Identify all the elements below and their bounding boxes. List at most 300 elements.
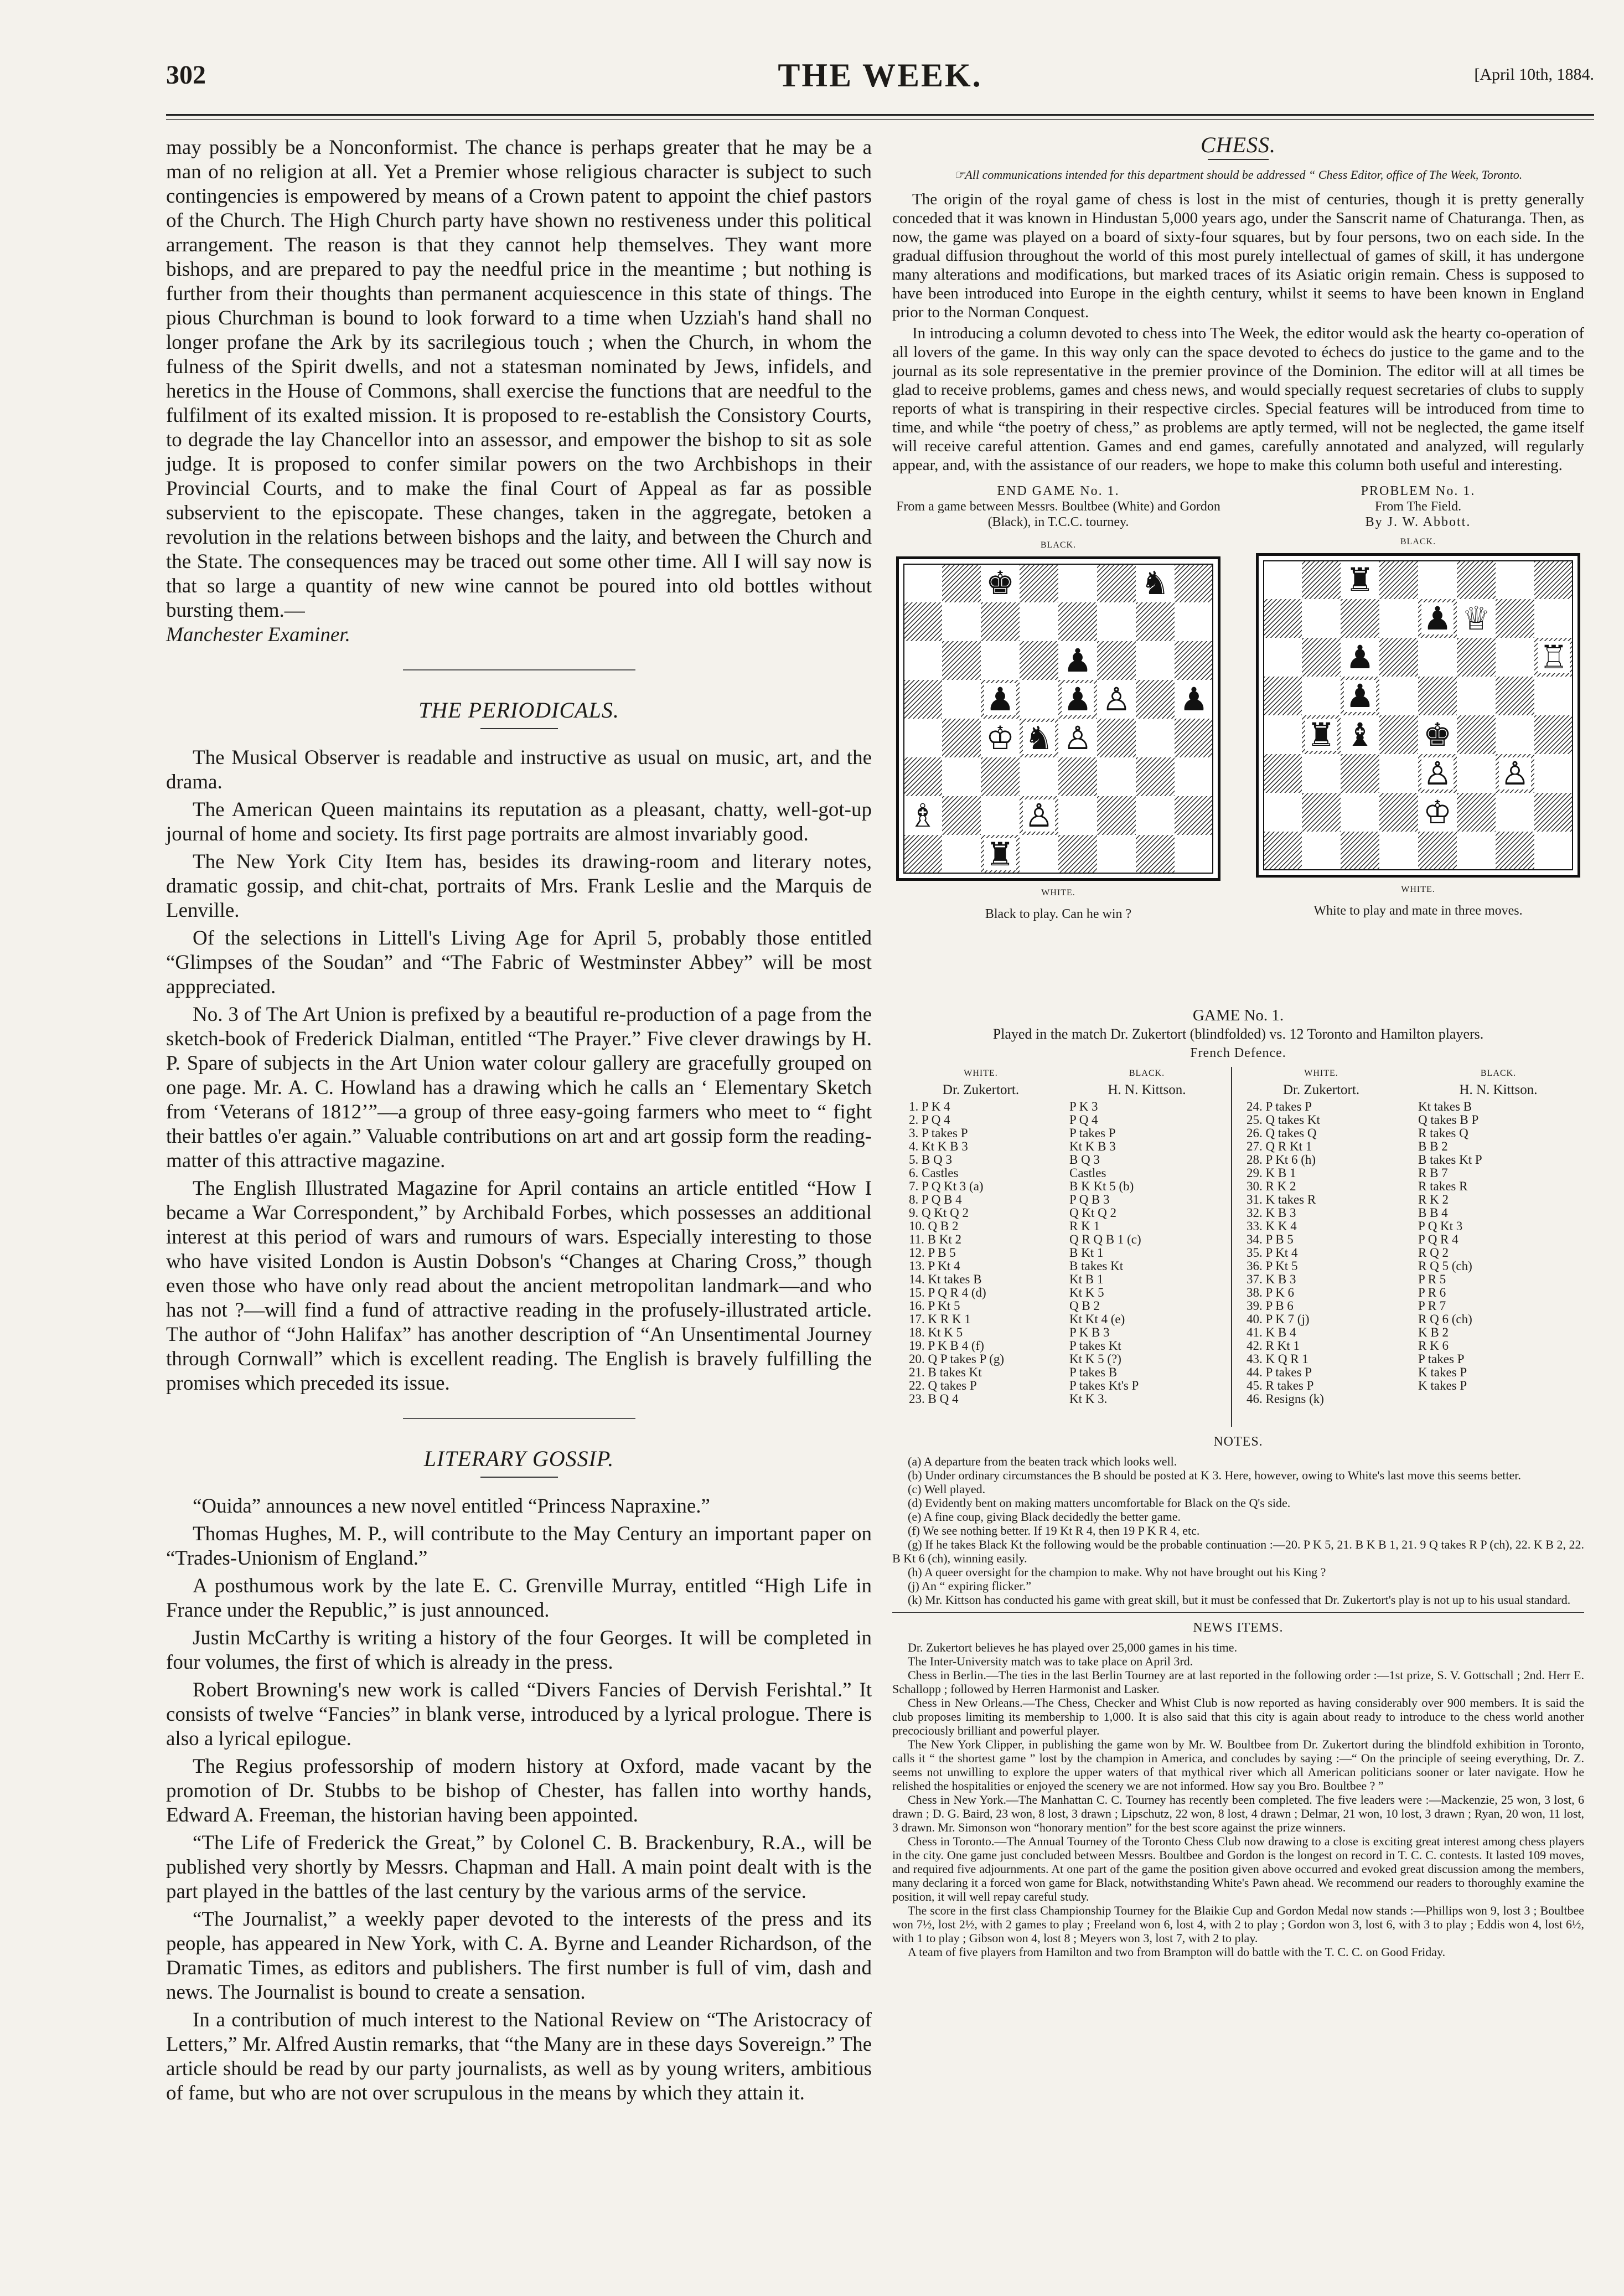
move-black: B Kt 1 bbox=[1069, 1246, 1104, 1260]
problem-source: From The Field. bbox=[1374, 499, 1462, 514]
end-game-black-label: BLACK. bbox=[1040, 540, 1077, 550]
move-white: 18. Kt K 5 bbox=[909, 1325, 963, 1339]
board-square bbox=[1175, 641, 1213, 680]
board-square bbox=[1418, 638, 1457, 677]
move-white: 7. P Q Kt 3 (a) bbox=[909, 1179, 984, 1193]
move-white: 28. P Kt 6 (h) bbox=[1247, 1153, 1316, 1167]
board-square bbox=[1534, 754, 1573, 793]
move-black: P R 7 bbox=[1418, 1299, 1446, 1313]
board-square bbox=[1263, 677, 1302, 715]
board-square bbox=[1136, 641, 1175, 680]
move-black: B B 4 bbox=[1418, 1206, 1448, 1220]
move-white: 25. Q takes Kt bbox=[1247, 1113, 1320, 1127]
moves-right-white bbox=[1247, 1067, 1396, 1406]
col-black-label: BLACK. bbox=[1480, 1069, 1517, 1078]
problem-piece-icon: ♖ bbox=[1539, 638, 1568, 676]
gossip-item: The Regius professorship of modern history at Oxford, made vacant by the promotion of Dr. Stubbs to be bishop of Chester, has fallen into worthy hands, Edward A. Freeman, the historian having been appointed. bbox=[166, 1755, 872, 1827]
board-square bbox=[942, 602, 981, 641]
move-white: 38. P K 6 bbox=[1247, 1286, 1295, 1299]
literary-gossip-heading: LITERARY GOSSIP. bbox=[423, 1446, 614, 1471]
board-square bbox=[1457, 832, 1496, 870]
game-note: (f) We see nothing better. If 19 Kt R 4, then 19 P K R 4, etc. bbox=[908, 1524, 1200, 1537]
board-square bbox=[1136, 796, 1175, 835]
masthead-title: THE WEEK. bbox=[778, 57, 982, 94]
board-square bbox=[1136, 757, 1175, 796]
problem-piece-icon: ♜ bbox=[1346, 561, 1374, 598]
move-white: 36. P Kt 5 bbox=[1247, 1259, 1298, 1273]
col-white-label: WHITE. bbox=[964, 1069, 998, 1078]
board-square bbox=[1175, 757, 1213, 796]
move-white: 14. Kt takes B bbox=[909, 1272, 982, 1286]
move-black: K B 2 bbox=[1418, 1325, 1449, 1339]
end-game-caption: Black to play. Can he win ? bbox=[985, 907, 1132, 921]
board-square bbox=[1020, 757, 1058, 796]
gossip-item: “The Life of Frederick the Great,” by Colonel C. B. Brackenbury, R.A., will be published very shortly by Messrs. Chapman and Hall. A main point dealt with is the part played in the battles of the last century by the various arms of the service. bbox=[166, 1831, 872, 1903]
periodicals-heading: THE PERIODICALS. bbox=[418, 698, 619, 723]
news-item: Chess in New York.—The Manhattan C. C. Tourney has recently been completed. The five leaders were :—Mackenzie, 25 won, 3 lost, 6 drawn ; D. G. Baird, 23 won, 8 lost, 3 drawn ; Lipschutz, 22 won, 8 lost, 4 drawn ; Delmar, 21 won, 10 lost, 3 drawn ; Ryan, 20 won, 11 lost, 3 drawn. Mr. Simonson won “honorary mention” for the best score against the prize winners. bbox=[892, 1793, 1584, 1834]
board-square bbox=[1097, 602, 1136, 641]
board-square bbox=[1457, 715, 1496, 754]
board-square bbox=[1302, 638, 1341, 677]
news-item: Chess in Toronto.—The Annual Tourney of the Toronto Chess Club now drawing to a close is exciting great interest among chess players in the city. One game just concluded between Messrs. Boultbee and Gordon is the longest on record in T. C. C. contests. It lasted 109 moves, and required five adjournments. At one part of the game the position given above occurred and evoked great discussion among the members, many declaring it a forced won game for Black, notwithstanding White's Pawn ahead. We recommend our readers to thoroughly examine the position, it will well repay careful study. bbox=[892, 1834, 1584, 1903]
move-white: 11. B Kt 2 bbox=[909, 1232, 961, 1246]
board-square bbox=[1379, 560, 1418, 599]
board-square bbox=[1097, 757, 1136, 796]
move-white: 30. R K 2 bbox=[1247, 1179, 1296, 1193]
news-heading: NEWS ITEMS. bbox=[1193, 1621, 1284, 1635]
move-white: 4. Kt K B 3 bbox=[909, 1139, 968, 1153]
board-square bbox=[1175, 835, 1213, 874]
gossip-list bbox=[166, 1494, 872, 2106]
board-square bbox=[1379, 715, 1418, 754]
move-black: P K B 3 bbox=[1069, 1325, 1110, 1339]
news-item: A team of five players from Hamilton and two from Brampton will do battle with the T. C. C. on Good Friday. bbox=[908, 1945, 1446, 1959]
board-square bbox=[1136, 835, 1175, 874]
move-black: P R 5 bbox=[1418, 1272, 1446, 1286]
board-square bbox=[1263, 715, 1302, 754]
end-game-piece-icon: ♞ bbox=[1025, 719, 1053, 757]
move-black: R K 1 bbox=[1069, 1219, 1100, 1233]
board-square bbox=[1457, 677, 1496, 715]
problem-piece-icon: ♝ bbox=[1346, 716, 1374, 754]
move-white: 10. Q B 2 bbox=[909, 1219, 959, 1233]
move-black: Kt K B 3 bbox=[1069, 1139, 1116, 1153]
board-square bbox=[1496, 560, 1534, 599]
game-opening: French Defence. bbox=[1190, 1046, 1286, 1060]
move-black: Q B 2 bbox=[1069, 1299, 1100, 1313]
problem-piece-icon: ♚ bbox=[1423, 716, 1452, 754]
page-header bbox=[166, 57, 1594, 104]
moves-left-black bbox=[1069, 1067, 1224, 1406]
game-subtitle: Played in the match Dr. Zukertort (blindfolded) vs. 12 Toronto and Hamilton players. bbox=[992, 1026, 1484, 1042]
game-note: (b) Under ordinary circumstances the B should be posted at K 3. Here, however, owing to White's last move this seems better. bbox=[908, 1468, 1521, 1482]
move-black: R B 7 bbox=[1418, 1166, 1448, 1180]
periodical-item: The Musical Observer is readable and instructive as usual on music, art, and the drama. bbox=[166, 746, 872, 793]
move-white: 5. B Q 3 bbox=[909, 1153, 952, 1167]
board-square bbox=[903, 602, 942, 641]
board-square bbox=[1302, 754, 1341, 793]
periodical-item: The American Queen maintains its reputation as a pleasant, chatty, well-got-up journal of home and society. Its first page portraits are almost invariably good. bbox=[166, 798, 872, 845]
game-note: (c) Well played. bbox=[908, 1482, 986, 1496]
notes-list bbox=[892, 1454, 1584, 1607]
problem-author: By J. W. Abbott. bbox=[1365, 515, 1471, 529]
issue-date: [April 10th, 1884. bbox=[1474, 65, 1594, 84]
gossip-item: Thomas Hughes, M. P., will contribute to the May Century an important paper on “Trades-Unionism of England.” bbox=[166, 1523, 872, 1570]
chess-heading: CHESS. bbox=[1201, 132, 1276, 157]
board-square bbox=[1302, 560, 1341, 599]
move-black: R Q 5 (ch) bbox=[1418, 1259, 1472, 1273]
move-white: 21. B takes Kt bbox=[909, 1365, 982, 1379]
end-game-piece-icon: ♟ bbox=[986, 680, 1015, 718]
board-square bbox=[1418, 677, 1457, 715]
board-square bbox=[942, 641, 981, 680]
board-square bbox=[1097, 835, 1136, 874]
black-player: H. N. Kittson. bbox=[1459, 1082, 1538, 1097]
game-score bbox=[892, 1067, 1584, 1427]
board-square bbox=[903, 564, 942, 602]
game-note: (k) Mr. Kittson has conducted his game with great skill, but it must be confessed that Dr. Zukertort's play is not up to his usual standard. bbox=[908, 1593, 1571, 1607]
board-square bbox=[1097, 796, 1136, 835]
board-square bbox=[1136, 602, 1175, 641]
end-game-board-svg bbox=[903, 564, 1213, 874]
move-white: 32. K B 3 bbox=[1247, 1206, 1296, 1220]
board-square bbox=[1097, 641, 1136, 680]
board-square bbox=[1263, 638, 1302, 677]
problem-caption: White to play and mate in three moves. bbox=[1313, 904, 1523, 918]
news-item: Chess in Berlin.—The ties in the last Berlin Tourney are at last reported in the following order :—1st prize, S. V. Gottschall ; 2nd. Herr E. Schallopp ; followed by Herren Harmonist and Lasker. bbox=[892, 1668, 1584, 1696]
board-square bbox=[1341, 832, 1379, 870]
problem-piece-icon: ♟ bbox=[1346, 638, 1374, 676]
move-white: 40. P K 7 (j) bbox=[1247, 1312, 1310, 1326]
move-black: P K 3 bbox=[1069, 1100, 1098, 1113]
board-square bbox=[981, 757, 1020, 796]
end-game-white-label: WHITE. bbox=[1041, 888, 1075, 897]
black-player: H. N. Kittson. bbox=[1108, 1082, 1186, 1097]
board-square bbox=[1058, 602, 1097, 641]
move-white: 31. K takes R bbox=[1247, 1193, 1316, 1206]
board-square bbox=[1341, 599, 1379, 638]
board-square bbox=[1418, 560, 1457, 599]
end-game-source: From a game between Messrs. Boultbee (White) and Gordon (Black), in T.C.C. tourney. bbox=[896, 499, 1220, 529]
move-white: 29. K B 1 bbox=[1247, 1166, 1296, 1180]
board-square bbox=[981, 602, 1020, 641]
board-square bbox=[903, 757, 942, 796]
opening-paragraph: may possibly be a Nonconformist. The chance is perhaps greater that he may be a man of no religion at all. Yet a Premier whose religious character is subject to such contingencies is empowered by means of a Crown patent to appoint the chief pastors of the Church. The High Church party have shown no restiveness under this political arrangement. The reason is that they cannot help themselves. They want more bishops, and are prepared to pay the needful price in the meantime ; but nothing is further from their thoughts than permanent acquiescence in this state of things. The pious Churchman is bound to look forward to a time when Uzziah's hand shall no longer profane the Ark by its sacrilegious touch ; when the Church, in whom the fulness of the Spirit dwells, and not a statesman nominated by Jews, infidels, and heretics in the House of Commons, shall exercise the functions that are needful to the fulfilment of its exalted mission. It is proposed to re-establish the Consistory Courts, to degrade the lay Chancellor into an assessor, and empower the bishop to sit as sole judge. It is proposed to confer similar powers on the two Archbishops in their Provincial Courts, and to make the final Court of Appeal as far as possible subservient to the episcopate. These changes, taken in the aggregate, betoken a revolution in the relations between bishops and the laity, and between the Church and the State. The consequences may be traced out some other time. All I will say now is that so large a quantity of new wine cannot be poured into old bottles without bursting them.— Manchester Examiner. bbox=[166, 136, 872, 646]
game-note: (d) Evidently bent on making matters uncomfortable for Black on the Q's side. bbox=[908, 1496, 1291, 1510]
move-white: 43. K Q R 1 bbox=[1247, 1352, 1308, 1366]
move-black: B Q 3 bbox=[1069, 1153, 1100, 1167]
news-list bbox=[892, 1640, 1584, 1959]
news-item: Dr. Zukertort believes he has played over 25,000 games in his time. bbox=[908, 1640, 1238, 1654]
game-note: (a) A departure from the beaten track which looks well. bbox=[908, 1454, 1177, 1468]
gossip-item: In a contribution of much interest to the National Review on “The Aristocracy of Letters,” Mr. Alfred Austin remarks, that “the Many are in these days Sovereign.” The article should be read by our party journalists, as well as by young writers, ambitious of fame, but who are not over scrupulous in the means by which they attain it. bbox=[166, 2009, 872, 2104]
board-square bbox=[1097, 564, 1136, 602]
move-white: 6. Castles bbox=[909, 1166, 959, 1180]
periodical-item: Of the selections in Littell's Living Age for April 5, probably those entitled “Glimpses of the Soudan” and “The Fabric of Westminster Abbey” will be most apppreciated. bbox=[166, 927, 872, 998]
periodicals-list bbox=[166, 746, 872, 1396]
move-white: 33. K K 4 bbox=[1247, 1219, 1297, 1233]
board-square bbox=[1263, 793, 1302, 832]
problem-piece-icon: ♟ bbox=[1423, 600, 1452, 637]
board-square bbox=[1020, 680, 1058, 719]
board-square bbox=[1534, 832, 1573, 870]
periodical-item: The New York City Item has, besides its drawing-room and literary notes, dramatic gossip, and chit-chat, portraits of Mrs. Frank Leslie and the Marquis de Lenville. bbox=[166, 850, 872, 922]
move-black: Castles bbox=[1069, 1166, 1106, 1180]
move-black: R Q 2 bbox=[1418, 1246, 1449, 1260]
heading-rule bbox=[1208, 159, 1269, 160]
move-white: 39. P B 6 bbox=[1247, 1299, 1294, 1313]
move-white: 23. B Q 4 bbox=[909, 1392, 959, 1406]
end-game-piece-icon: ♟ bbox=[1063, 642, 1092, 679]
board-square bbox=[942, 719, 981, 757]
header-rule bbox=[166, 114, 1594, 116]
move-black: K takes P bbox=[1418, 1379, 1467, 1392]
board-square bbox=[1379, 754, 1418, 793]
board-square bbox=[1302, 832, 1341, 870]
board-square bbox=[1496, 677, 1534, 715]
move-black: Kt Kt 4 (e) bbox=[1069, 1312, 1125, 1326]
move-black: Kt takes B bbox=[1418, 1100, 1472, 1113]
header-rule-thin bbox=[166, 119, 1594, 120]
move-white: 37. K B 3 bbox=[1247, 1272, 1296, 1286]
board-square bbox=[1379, 793, 1418, 832]
problem-piece-icon: ♙ bbox=[1423, 755, 1452, 792]
move-white: 19. P K B 4 (f) bbox=[909, 1339, 984, 1353]
end-game-board bbox=[896, 556, 1220, 881]
section-divider bbox=[403, 669, 635, 670]
heading-rule bbox=[480, 1477, 558, 1478]
board-square bbox=[1302, 793, 1341, 832]
board-square bbox=[1534, 793, 1573, 832]
notes-heading: NOTES. bbox=[1213, 1435, 1263, 1449]
move-black: B K Kt 5 (b) bbox=[1069, 1179, 1134, 1193]
board-square bbox=[1136, 680, 1175, 719]
end-game-piece-icon: ♟ bbox=[1063, 680, 1092, 718]
end-game-heading: END GAME No. 1. bbox=[997, 484, 1120, 498]
moves-divider bbox=[1231, 1067, 1232, 1427]
gossip-item: Justin McCarthy is writing a history of the four Georges. It will be completed in four volumes, the first of which is already in the press. bbox=[166, 1627, 872, 1674]
gossip-item: A posthumous work by the late E. C. Grenville Murray, entitled “High Life in France under the Republic,” is just announced. bbox=[166, 1575, 872, 1622]
move-white: 9. Q Kt Q 2 bbox=[909, 1206, 969, 1220]
col-black-label: BLACK. bbox=[1129, 1069, 1165, 1078]
board-square bbox=[1058, 796, 1097, 835]
move-white: 27. Q R Kt 1 bbox=[1247, 1139, 1312, 1153]
board-square bbox=[1534, 715, 1573, 754]
game-heading: GAME No. 1. bbox=[1192, 1007, 1284, 1024]
problem-piece-icon: ♔ bbox=[1423, 793, 1452, 831]
end-game-piece-icon: ♙ bbox=[1025, 797, 1053, 834]
news-item: The Inter-University match was to take place on April 3rd. bbox=[908, 1654, 1193, 1668]
move-black: Q Kt Q 2 bbox=[1069, 1206, 1116, 1220]
heading-rule bbox=[480, 728, 558, 729]
move-white: 24. P takes P bbox=[1247, 1100, 1312, 1113]
board-square bbox=[1263, 754, 1302, 793]
problem-piece-icon: ♟ bbox=[1346, 677, 1374, 715]
board-square bbox=[942, 796, 981, 835]
news-rule bbox=[892, 1612, 1584, 1613]
move-black: P Q 4 bbox=[1069, 1113, 1098, 1127]
move-black: P takes Kt's P bbox=[1069, 1379, 1139, 1392]
end-game-piece-icon: ♙ bbox=[1063, 719, 1092, 757]
move-white: 2. P Q 4 bbox=[909, 1113, 950, 1127]
move-white: 15. P Q R 4 (d) bbox=[909, 1286, 986, 1299]
move-black: R K 6 bbox=[1418, 1339, 1449, 1353]
board-square bbox=[1020, 641, 1058, 680]
periodical-item: The English Illustrated Magazine for April contains an article entitled “How I became a War Correspondent,” by Archibald Forbes, which possesses an additional interest at this period of wars and rumours of wars. Especially interesting to those who have visited London is Austin Dobson's “Changes at Charing Cross,” though even those who have only read about the ancient metropolitan landmark—and who has not ?—will find a fund of attractive reading in the profusely-illustrated article. The author of “John Halifax” has another description of “An Unsentimental Journey through Cornwall” which is excellent reading. The English is bravely fulfilling the promises which preceded its issue. bbox=[166, 1177, 872, 1395]
board-square bbox=[1136, 719, 1175, 757]
chess-column bbox=[892, 132, 1584, 1959]
move-white: 42. R Kt 1 bbox=[1247, 1339, 1300, 1353]
end-game-piece-icon: ♚ bbox=[986, 564, 1015, 602]
end-game-piece-icon: ♞ bbox=[1141, 564, 1170, 602]
end-game-piece-icon: ♗ bbox=[908, 797, 937, 834]
move-black: B takes Kt bbox=[1069, 1259, 1124, 1273]
move-black: P Q R 4 bbox=[1418, 1232, 1459, 1246]
game-note: (j) An “ expiring flicker.” bbox=[908, 1579, 1031, 1593]
move-black: P takes P bbox=[1069, 1126, 1116, 1140]
board-square bbox=[1534, 560, 1573, 599]
board-square bbox=[1457, 754, 1496, 793]
move-black: Kt K 5 (?) bbox=[1069, 1352, 1121, 1366]
move-black: P Q Kt 3 bbox=[1418, 1219, 1463, 1233]
move-white: 45. R takes P bbox=[1247, 1379, 1314, 1392]
move-white: 12. P B 5 bbox=[909, 1246, 956, 1260]
opening-source: Manchester Examiner. bbox=[166, 623, 350, 646]
chess-intro-paragraph: The origin of the royal game of chess is lost in the mist of centuries, though it is pretty generally conceded that it was known in Hindustan 5,000 years ago, under the Sanscrit name of Chaturanga. Then, as now, the game was played on a board of sixty-four squares, but by four persons, two on each side. In the gradual diffusion throughout the world of this most purely intellectual of games of skill, it has undergone many alterations and modifications, but marked traces of its Asiatic origin remain. Chess is supposed to have been introduced into Europe in the eighth century, whilst it seems to have been known in England prior to the Norman Conquest. bbox=[892, 190, 1584, 321]
board-square bbox=[1097, 719, 1136, 757]
board-square bbox=[1534, 677, 1573, 715]
move-white: 22. Q takes P bbox=[909, 1379, 977, 1392]
board-square bbox=[903, 719, 942, 757]
board-square bbox=[1496, 715, 1534, 754]
move-white: 17. K R K 1 bbox=[909, 1312, 971, 1326]
problem-board bbox=[1256, 553, 1580, 878]
end-game-block bbox=[892, 483, 1224, 922]
move-black: Q R Q B 1 (c) bbox=[1069, 1232, 1141, 1246]
white-player: Dr. Zukertort. bbox=[1282, 1082, 1360, 1097]
news-item: The New York Clipper, in publishing the game won by Mr. W. Boultbee from Dr. Zukertort during the blindfold exhibition in Toronto, calls it “ the shortest game ” lost by the champion in America, and concludes by saying :—“ On the principle of seeing everything, Dr. Z. seems not unwilling to explore the upper waters of that mythical river which all American politicians sooner or later navigate. How he relished the hospitalities or enjoyed the scenery we are not informed. How say you Bro. Boultbee ? ” bbox=[892, 1737, 1584, 1793]
move-white: 8. P Q B 4 bbox=[909, 1193, 962, 1206]
game-note: (g) If he takes Black Kt the following would be the probable continuation :—20. P K 5, 21. B K B 1, 21. 9 Q takes R P (ch), 22. K B 2, 22. B Kt 6 (ch), winning easily. bbox=[892, 1537, 1584, 1565]
move-white: 13. P Kt 4 bbox=[909, 1259, 960, 1273]
end-game-piece-icon: ♟ bbox=[1180, 680, 1208, 718]
move-black: P takes B bbox=[1069, 1365, 1118, 1379]
move-black: B takes Kt P bbox=[1418, 1153, 1482, 1167]
problem-block bbox=[1252, 483, 1584, 919]
move-black: K takes P bbox=[1418, 1365, 1467, 1379]
problem-piece-icon: ♜ bbox=[1307, 716, 1336, 754]
board-square bbox=[981, 796, 1020, 835]
move-white: 16. P Kt 5 bbox=[909, 1299, 960, 1313]
problem-piece-icon: ♕ bbox=[1462, 600, 1491, 637]
move-white: 3. P takes P bbox=[909, 1126, 968, 1140]
chess-notice: ☞All communications intended for this department should be addressed “ Chess Editor, office of The Week, Toronto. bbox=[954, 168, 1523, 182]
board-square bbox=[1379, 638, 1418, 677]
moves-right-black bbox=[1418, 1067, 1579, 1392]
problem-black-label: BLACK. bbox=[1400, 537, 1436, 546]
end-game-piece-icon: ♙ bbox=[1102, 680, 1131, 718]
move-white: 1. P K 4 bbox=[909, 1100, 950, 1113]
board-square bbox=[1020, 602, 1058, 641]
board-square bbox=[1175, 602, 1213, 641]
chess-diagrams bbox=[892, 483, 1584, 1004]
board-square bbox=[1175, 719, 1213, 757]
board-square bbox=[903, 641, 942, 680]
move-black: Kt B 1 bbox=[1069, 1272, 1104, 1286]
move-white: 46. Resigns (k) bbox=[1247, 1392, 1324, 1406]
board-square bbox=[1302, 599, 1341, 638]
problem-heading: PROBLEM No. 1. bbox=[1361, 484, 1476, 498]
board-square bbox=[1175, 796, 1213, 835]
game-note: (e) A fine coup, giving Black decidedly the better game. bbox=[908, 1510, 1181, 1524]
board-square bbox=[1263, 832, 1302, 870]
move-white: 44. P takes P bbox=[1247, 1365, 1312, 1379]
col-white-label: WHITE. bbox=[1304, 1069, 1338, 1078]
board-square bbox=[1379, 599, 1418, 638]
board-square bbox=[1496, 793, 1534, 832]
game-note: (h) A queer oversight for the champion to make. Why not have brought out his King ? bbox=[908, 1565, 1326, 1579]
problem-white-label: WHITE. bbox=[1401, 885, 1435, 894]
board-square bbox=[903, 835, 942, 874]
board-square bbox=[1496, 832, 1534, 870]
left-column bbox=[166, 136, 872, 2109]
board-square bbox=[1496, 638, 1534, 677]
board-square bbox=[1379, 832, 1418, 870]
problem-piece-icon: ♙ bbox=[1501, 755, 1529, 792]
board-square bbox=[1058, 835, 1097, 874]
board-square bbox=[1457, 560, 1496, 599]
news-item: The score in the first class Championship Tourney for the Blaikie Cup and Gordon Medal now stands :—Phillips won 9, lost 3 ; Boultbee won 7½, lost 2½, with 2 games to play ; Freeland won 6, lost 4, with 2 to play ; Gordon won 3, lost 6, with 3 to play ; Eddis won 4, lost 6½, with 1 to play ; Gibson won 4, lost 8 ; Meyers won 3, lost 7, with 2 to play. bbox=[892, 1903, 1584, 1945]
chess-intro-paragraph: In introducing a column devoted to chess into The Week, the editor would ask the hearty co-operation of all lovers of the game. In this way only can the space devoted to échecs do justice to the game and to the journal as its sole representative in the premier province of the Dominion. The editor will at all times be glad to receive problems, games and chess news, and would specially request secretaries of clubs to supply reports of what is transpiring in their respective circles. Special features will be introduced from time to time, and while “the poetry of chess,” as problems are aptly termed, will not be neglected, the game itself will receive careful attention. Games and end games, carefully annotated and analyzed, will regularly appear, and, with the assistance of our readers, we hope to make this column both useful and interesting. bbox=[892, 324, 1584, 474]
board-square bbox=[1058, 757, 1097, 796]
white-player: Dr. Zukertort. bbox=[942, 1082, 1020, 1097]
board-square bbox=[942, 757, 981, 796]
move-black: R K 2 bbox=[1418, 1193, 1449, 1206]
board-square bbox=[1418, 832, 1457, 870]
board-square bbox=[1020, 835, 1058, 874]
page-number: 302 bbox=[166, 60, 206, 90]
chess-intro bbox=[892, 190, 1584, 474]
move-black: R takes Q bbox=[1418, 1126, 1468, 1140]
move-white: 41. K B 4 bbox=[1247, 1325, 1296, 1339]
move-black: B B 2 bbox=[1418, 1139, 1448, 1153]
gossip-item: Robert Browning's new work is called “Divers Fancies of Dervish Ferishtal.” It consists of twelve “Fancies” in blank verse, introduced by a lyrical prologue. There is also a lyrical epilogue. bbox=[166, 1679, 872, 1750]
board-square bbox=[1457, 638, 1496, 677]
board-square bbox=[942, 835, 981, 874]
move-white: 20. Q P takes P (g) bbox=[909, 1352, 1005, 1366]
board-square bbox=[1263, 560, 1302, 599]
move-white: 34. P B 5 bbox=[1247, 1232, 1294, 1246]
move-black: P R 6 bbox=[1418, 1286, 1446, 1299]
board-square bbox=[1020, 564, 1058, 602]
board-square bbox=[981, 641, 1020, 680]
board-square bbox=[1263, 599, 1302, 638]
section-divider bbox=[403, 1418, 635, 1419]
board-square bbox=[1175, 564, 1213, 602]
board-square bbox=[1457, 793, 1496, 832]
move-black: Q takes B P bbox=[1418, 1113, 1479, 1127]
board-square bbox=[903, 680, 942, 719]
board-square bbox=[1058, 564, 1097, 602]
board-square bbox=[1341, 754, 1379, 793]
gossip-item: “Ouida” announces a new novel entitled “Princess Napraxine.” bbox=[193, 1495, 710, 1518]
board-square bbox=[1379, 677, 1418, 715]
move-black: R takes R bbox=[1418, 1179, 1468, 1193]
news-item: Chess in New Orleans.—The Chess, Checker and Whist Club is now reported as having considerably over 900 members. It is said the club proposes limiting its membership to 1,000. It is also said that this city is again about ready to introduce to the chess world another precociously brilliant and powerful player. bbox=[892, 1696, 1584, 1737]
moves-left-white bbox=[909, 1067, 1053, 1406]
board-square bbox=[942, 564, 981, 602]
gossip-item: “The Journalist,” a weekly paper devoted to the interests of the press and its people, has appeared in New York, with C. A. Byrne and Leander Richardson, of the Dramatic Times, as editors and publishers. The first number is full of vim, dash and news. The Journalist is bound to create a sensation. bbox=[166, 1908, 872, 2004]
